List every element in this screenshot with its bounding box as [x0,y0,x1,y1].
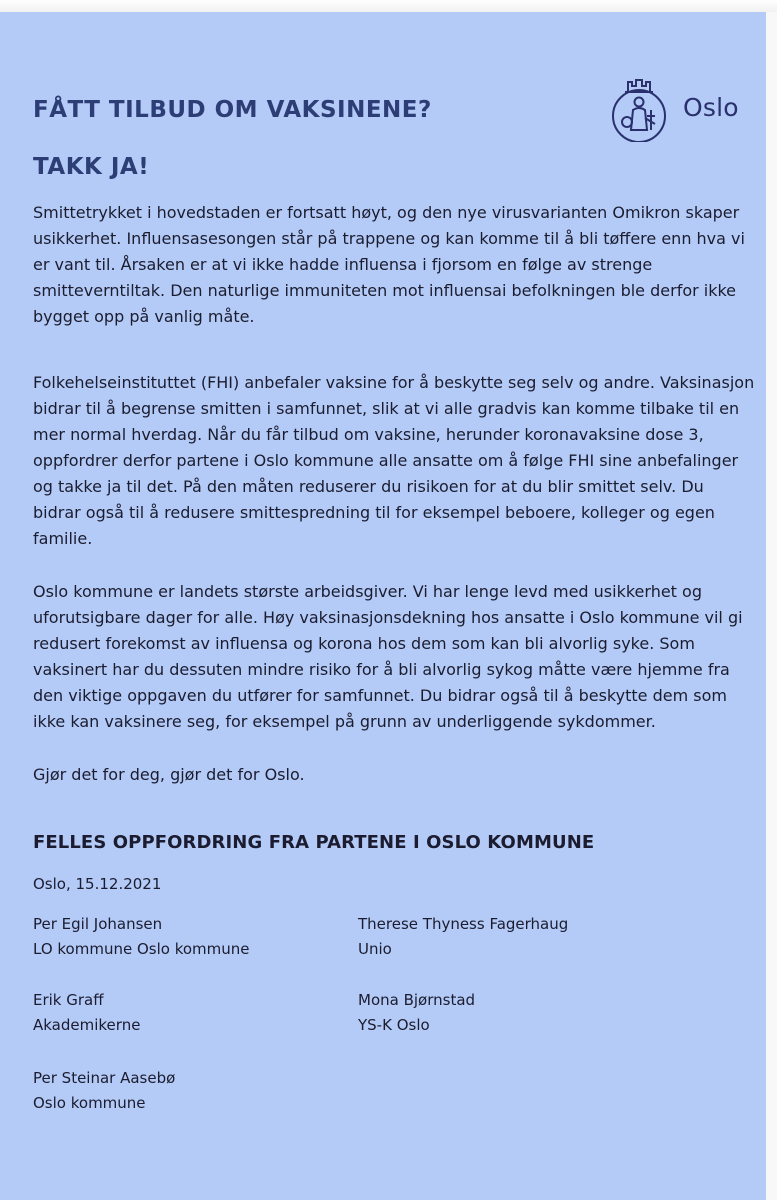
signature-org: YS-K Oslo [358,1016,430,1034]
signature-org: Oslo kommune [33,1094,146,1112]
page-title: FÅTT TILBUD OM VAKSINENE? [33,97,432,123]
signature-block [33,912,250,962]
signature-name: Per Egil Johansen [33,915,163,933]
signature-name: Erik Graff [33,991,104,1009]
oslo-logo [611,72,739,142]
logo-text: Oslo [683,92,739,122]
signature-name: Per Steinar Aasebø [33,1069,176,1087]
signature-block [33,988,140,1038]
signature-org: LO kommune Oslo kommune [33,940,250,958]
signature-block [33,1066,175,1116]
paragraph-2: Folkehelseinstituttet (FHI) anbefaler vaksine for å beskytte seg selv og andre. Vaksinasjon bidrar til å begrense smitten i samfunnet, slik at vi alle gradvis kan komme tilbake til en mer normal hverdag. Når du får tilbud om vaksine, herunder koronavaksine dose 3, oppfordrer derfor partene i Oslo kommune alle ansatte om å følge FHI sine anbefalinger og takke ja til det. På den måten reduserer du risikoen for at du blir smittet selv. Du bidrar også til å redusere smittespredning til for eksempel beboere, kolleger og egen familie. [33,373,755,548]
signature-block [358,988,475,1038]
date: Oslo, 15.12.2021 [33,875,162,893]
section-title: FELLES OPPFORDRING FRA PARTENE I OSLO KOMMUNE [33,832,595,853]
oslo-city-seal-icon [611,72,667,142]
paragraph-4: Gjør det for deg, gjør det for Oslo. [33,765,305,784]
paragraph-1: Smittetrykket i hovedstaden er fortsatt høyt, og den nye virusvarianten Omikron skaper usikkerhet. Influensasesongen står på trappene og kan komme til å bli tøffere enn hva vi er vant til. Årsaken er at vi ikke hadde influensa i fjorsom en følge av strenge smitteverntiltak. Den naturlige immuniteten mot influensai befolkningen ble derfor ikke bygget opp på vanlig måte. [33,203,745,326]
signature-name: Mona Bjørnstad [358,991,476,1009]
signature-block [358,912,568,962]
signature-name: Therese Thyness Fagerhaug [358,915,569,933]
paragraph-3: Oslo kommune er landets største arbeidsgiver. Vi har lenge levd med usikkerhet og uforutsigbare dager for alle. Høy vaksinasjonsdekning hos ansatte i Oslo kommune vil gi redusert forekomst av influensa og korona hos dem som kan bli alvorlig syke. Som vaksinert har du dessuten mindre risiko for å bli alvorlig sykog måtte være hjemme fra den viktige oppgaven du utfører for samfunnet. Du bidrar også til å beskytte dem som ikke kan vaksinere seg, for eksempel på grunn av underliggende sykdommer. [33,582,743,731]
signature-org: Unio [358,940,392,958]
subtitle: TAKK JA! [33,154,150,180]
signature-org: Akademikerne [33,1016,141,1034]
page-edge [766,12,777,1200]
top-strip [0,0,777,12]
